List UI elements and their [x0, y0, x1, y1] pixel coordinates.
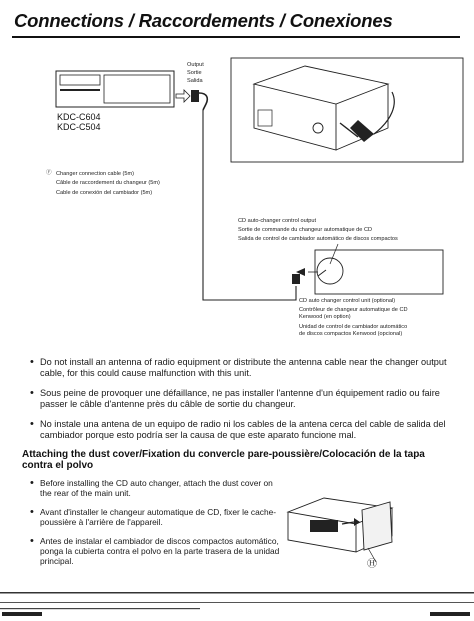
warning-fr: • Sous peine de provoquer une défaillance, ne pas installer l'antenne d'un équipement radio ou faire passer le câble d'antenne près du câble de sortie du changeur.: [30, 388, 450, 410]
warning-list: [30, 357, 450, 450]
unit-label-fr-1: Contrôleur de changeur automatique de CD: [299, 307, 408, 313]
dust-cover-step-en: • Before installing the CD auto changer, attach the dust cover on the rear of the main unit.: [30, 478, 280, 498]
changer-connection-cable: [203, 110, 296, 300]
cable-label-es: Cable de conexión del cambiador (5m): [56, 190, 153, 196]
control-unit-inset: [292, 244, 443, 294]
model-label-c504: KDC-C504: [57, 122, 101, 132]
unit-label-es-2: de discos compactos Kenwood (opcional): [299, 331, 403, 337]
dust-cover-heading: Attaching the dust cover/Fixation du convercle pare-poussière/Colocación de la tapa contra el polvo: [22, 449, 425, 471]
cable-label-marker: Ⓕ: [46, 170, 52, 176]
unit-label-fr-2: Kenwood (en option): [299, 314, 351, 320]
cable-label-en: Changer connection cable (5m): [56, 171, 135, 177]
unit-label-es-1: Unidad de control de cambiador automático: [299, 324, 408, 330]
cd-changer-illustration: [56, 71, 174, 107]
cd-output-label-fr: Sortie de commande du changeur automatique de CD: [238, 227, 373, 233]
changer-output-connector: [176, 90, 207, 110]
output-label-es: Salida: [187, 78, 203, 84]
dust-cover-marker: Ⓗ: [367, 559, 377, 570]
cd-output-label-en: CD auto-changer control output: [238, 218, 317, 224]
output-label-fr: Sortie: [187, 70, 202, 76]
warning-es: • No instale una antena de un equipo de radio ni los cables de la antena cerca del cable de salida del cambiador porque esto podría ser la causa de que este aparato funcione mal.: [30, 419, 450, 441]
unit-label-en: CD auto changer control unit (optional): [299, 298, 396, 304]
main-unit-rear-inset: [231, 58, 463, 162]
page-edge-artifacts: [0, 582, 474, 621]
cable-label-fr: Câble de raccordement du changeur (5m): [56, 180, 160, 186]
dust-cover-instructions: [30, 478, 280, 575]
cd-output-label-es: Salida de control de cambiador automático de discos compactos: [238, 236, 398, 242]
warning-en: • Do not install an antenna of radio equipment or distribute the antenna cable near the changer output cable, for this could cause malfunction with this unit.: [30, 357, 450, 379]
output-label-en: Output: [187, 62, 204, 68]
page-title: Connections / Raccordements / Conexiones: [14, 10, 393, 31]
dust-cover-step-fr: • Avant d'installer le changeur automatique de CD, fixer le cache-poussière à l'arrière de l'appareil.: [30, 507, 280, 527]
title-underline: [12, 36, 460, 38]
model-label-c604: KDC-C604: [57, 112, 101, 122]
dust-cover-step-es: • Antes de instalar el cambiador de discos compactos automático, ponga la cubierta contra el polvo en la parte trasera de la unidad principal.: [30, 536, 280, 566]
